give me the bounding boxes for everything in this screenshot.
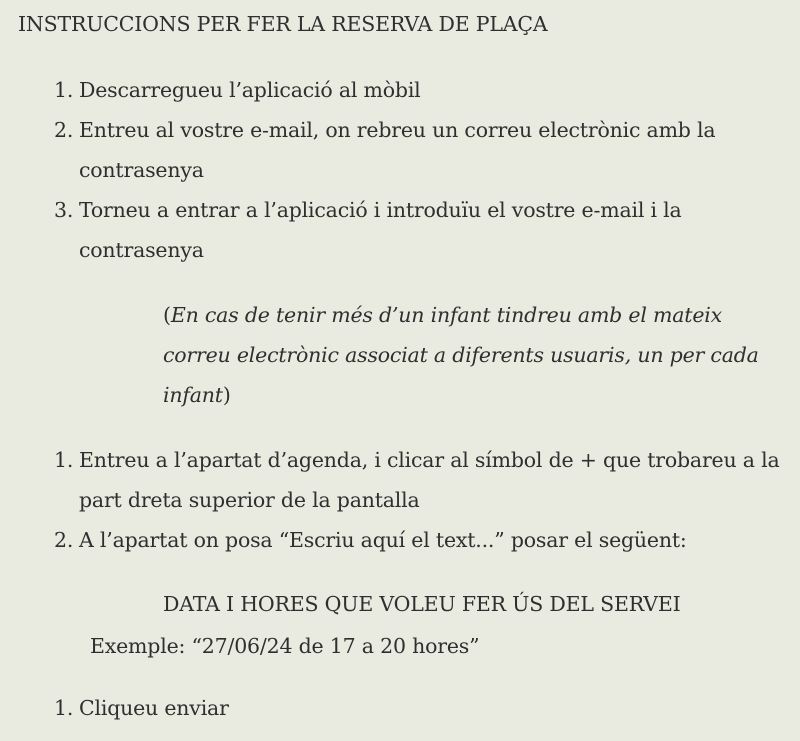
- list-item-text: Torneu a entrar a l’aplicació i introduïu el vostre e-mail i la contrasenya: [79, 198, 682, 262]
- list-item-text: Cliqueu enviar: [79, 696, 229, 720]
- list-item: [54, 440, 784, 520]
- document-title: INSTRUCCIONS PER FER LA RESERVA DE PLAÇA: [18, 12, 548, 36]
- list-item-number: 1.: [54, 78, 74, 102]
- list-item-text: Entreu al vostre e-mail, on rebreu un correu electrònic amb la contrasenya: [79, 118, 716, 182]
- list-item-number: 1.: [54, 448, 74, 472]
- list-item-number: 2.: [54, 528, 74, 552]
- list-item-number: 3.: [54, 198, 74, 222]
- list-item: [54, 688, 784, 728]
- multiple-children-note: [163, 295, 788, 415]
- final-steps-list: [54, 688, 784, 728]
- list-item: [54, 520, 784, 560]
- note-close-paren: ): [222, 383, 231, 407]
- list-item: [54, 190, 784, 270]
- note-text: En cas de tenir més d’un infant tindreu amb el mateix correu electrònic associat a diferents usuaris, un per cada infant: [163, 303, 759, 407]
- list-item-text: Entreu a l’apartat d’agenda, i clicar al símbol de + que trobareu a la part dreta superior de la pantalla: [79, 448, 780, 512]
- example-text: Exemple: “27/06/24 de 17 a 20 hores”: [90, 634, 480, 658]
- required-text-heading: DATA I HORES QUE VOLEU FER ÚS DEL SERVEI: [163, 592, 681, 616]
- list-item-number: 1.: [54, 696, 74, 720]
- list-item: [54, 70, 784, 110]
- setup-steps-list: [54, 70, 784, 270]
- list-item-number: 2.: [54, 118, 74, 142]
- list-item-text: Descarregueu l’aplicació al mòbil: [79, 78, 421, 102]
- list-item-text: A l’apartat on posa “Escriu aquí el text...” posar el següent:: [79, 528, 687, 552]
- note-open-paren: (: [163, 303, 171, 327]
- booking-steps-list: [54, 440, 784, 560]
- list-item: [54, 110, 784, 190]
